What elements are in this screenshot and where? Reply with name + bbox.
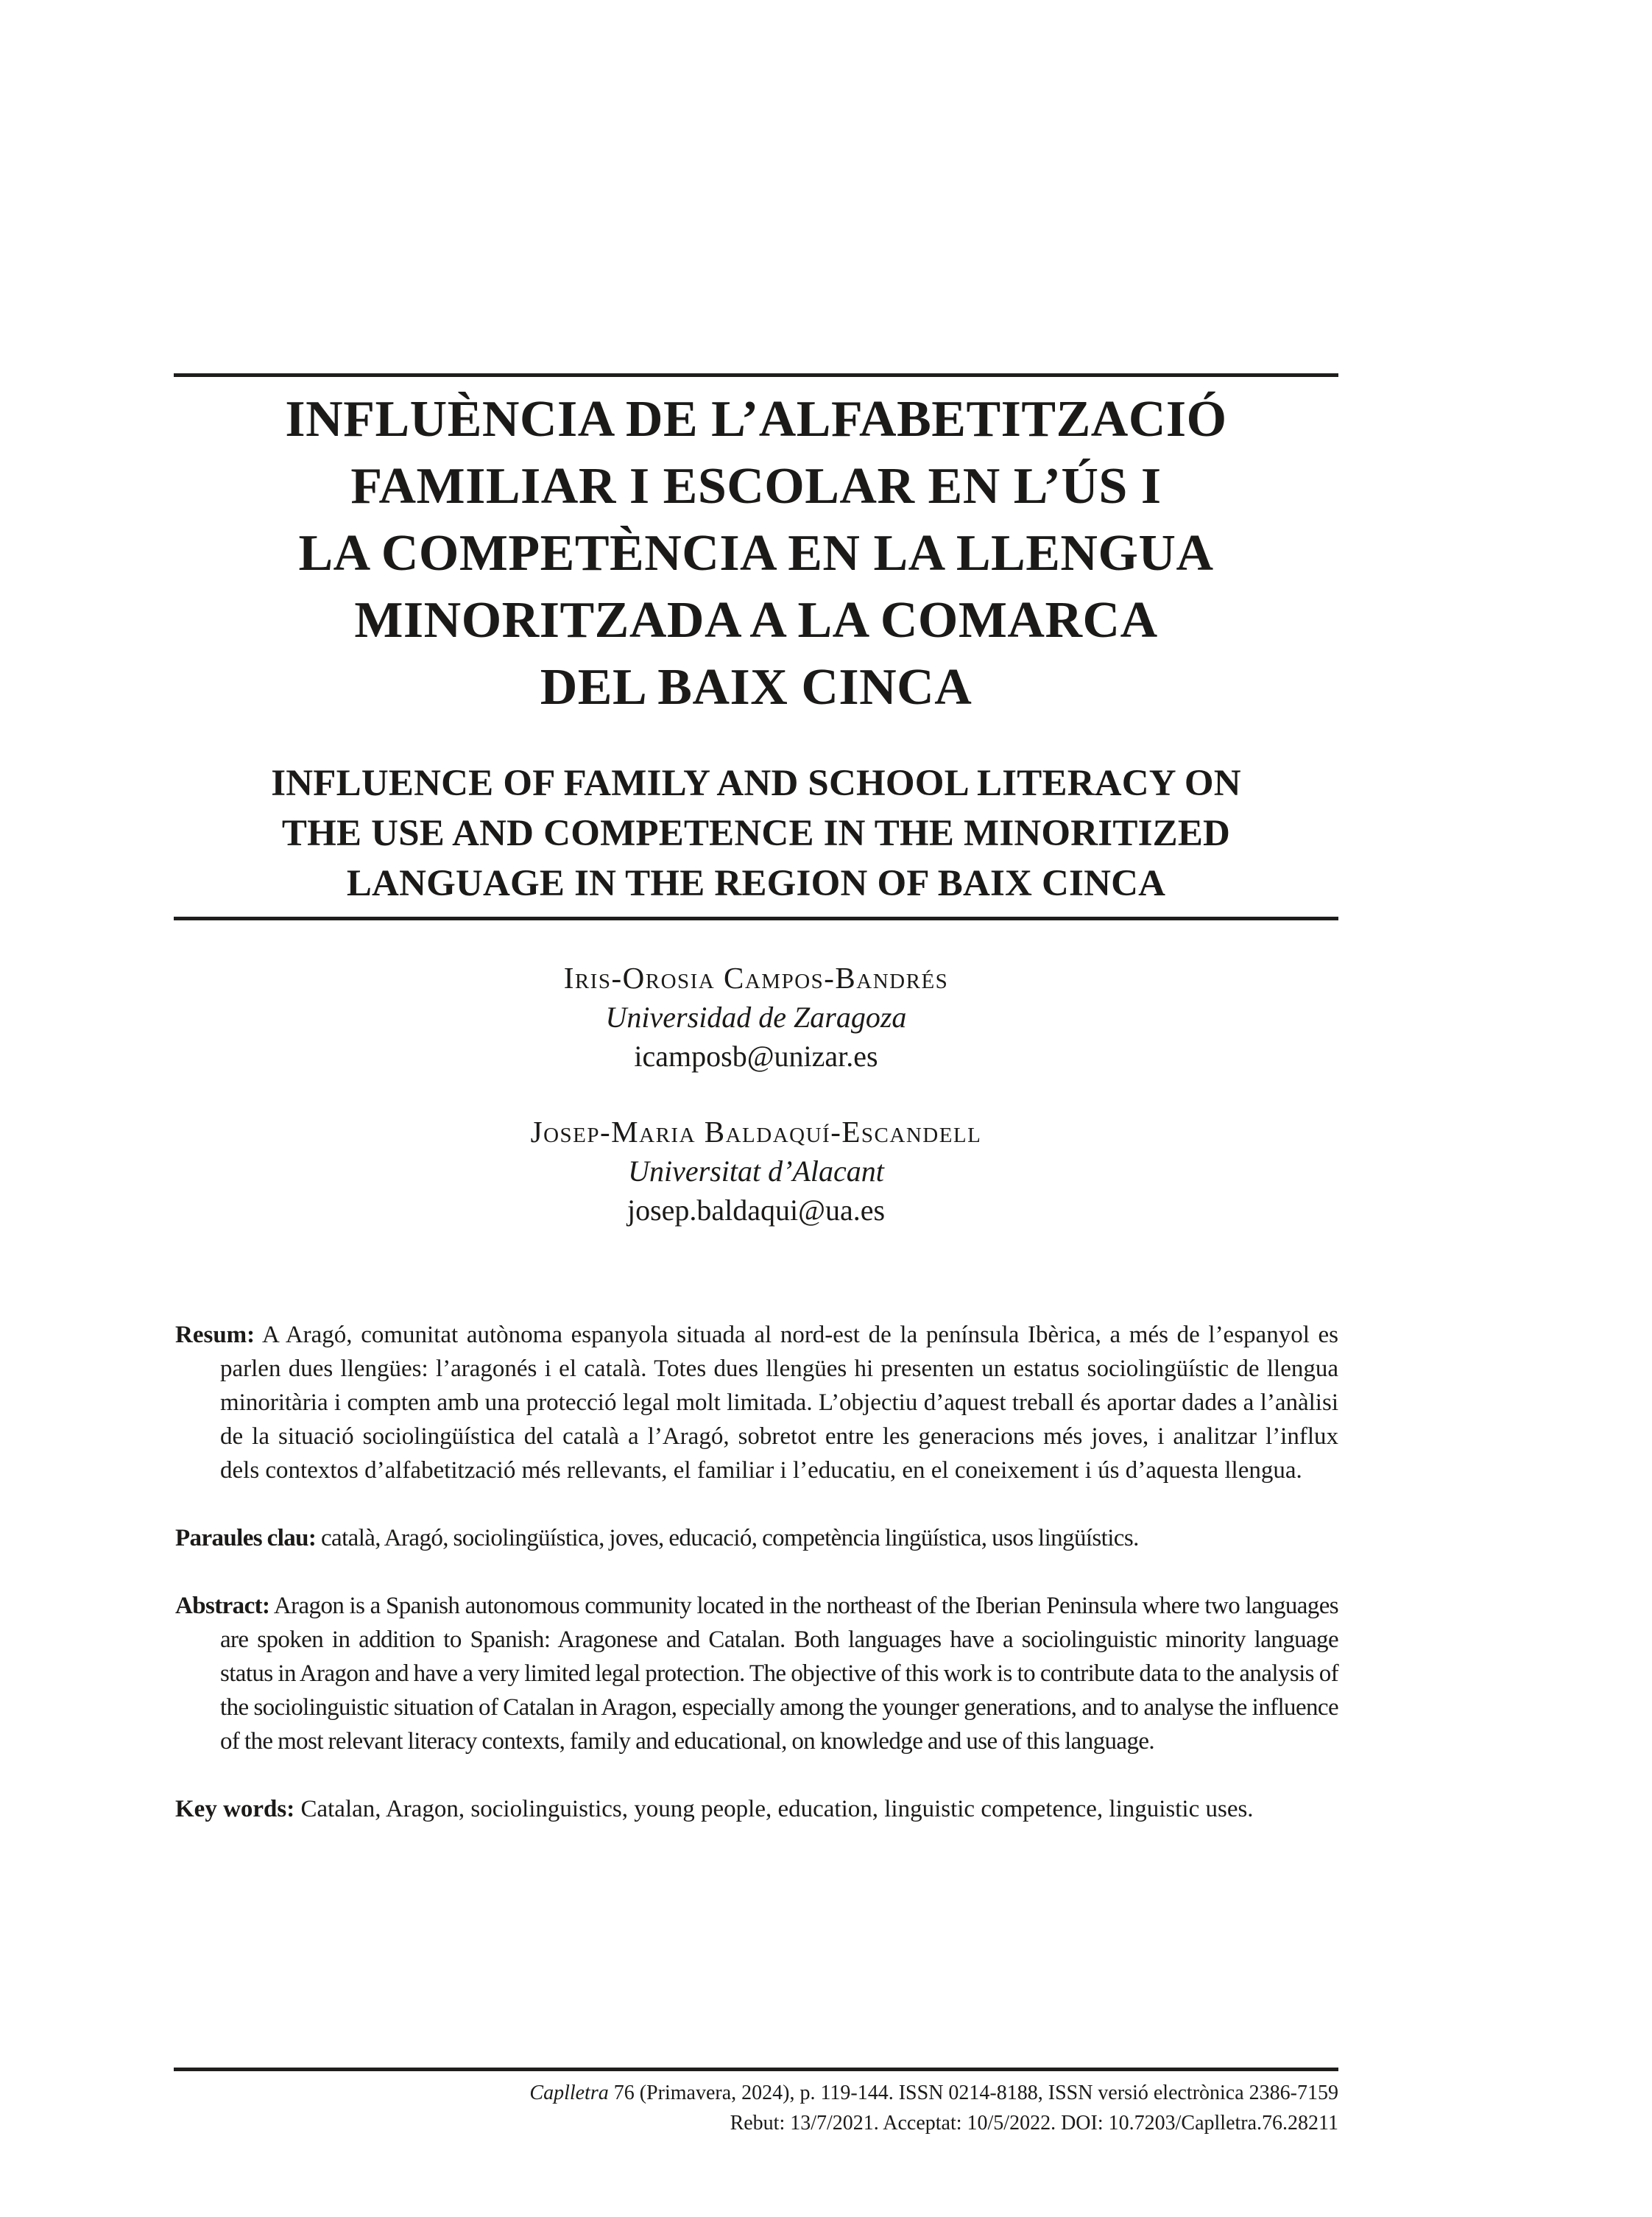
author-2 bbox=[174, 1113, 1338, 1230]
title-catalan bbox=[174, 386, 1338, 721]
author-name: Iris-Orosia Campos-Bandrés bbox=[563, 961, 949, 995]
resum-label: Resum: bbox=[175, 1322, 255, 1348]
journal-name: Caplletra bbox=[529, 2082, 609, 2104]
resum-text: A Aragó, comunitat autònoma espanyola situada al nord-est de la península Ibèrica, a més de l’espanyol es parlen dues llengües: l’aragonés i el català. Totes dues llengües hi presenten un estatus sociolingüístic de llengua minoritària i compten amb una protecció legal molt limitada. L’objectiu d’aquest treball és aportar dades a l’anàlisi de la situació sociolingüística del català a l’Aragó, sobretot entre les generacions més joves, i analitzar l’influx dels contextos d’alfabetització més rellevants, el familiar i l’educatiu, en el coneixement i ús d’aquesta llengua. bbox=[220, 1322, 1339, 1484]
paraules-clau-text: català, Aragó, sociolingüística, joves, educació, competència lingüística, usos lingüístics. bbox=[320, 1525, 1139, 1551]
title-catalan-line: MINORITZADA A LA COMARCA bbox=[354, 592, 1158, 649]
abstract-text: Aragon is a Spanish autonomous community located in the northeast of the Iberian Peninsula where two languages are spoken in addition to Spanish: Aragonese and Catalan. Both languages have a sociolinguistic minority language status in Aragon and have a very limited legal protection. The objective of this work is to contribute data to the analysis of the sociolinguistic situation of Catalan in Aragon, especially among the younger generations, and to analyse the influence of the most relevant literacy contexts, family and educational, on knowledge and use of this language. bbox=[220, 1593, 1338, 1755]
abstract-paragraph bbox=[175, 1589, 1338, 1758]
author-affiliation: Universitat d’Alacant bbox=[628, 1155, 884, 1188]
footer-rule bbox=[174, 2068, 1338, 2071]
key-words-text: Catalan, Aragon, sociolinguistics, young people, education, linguistic competence, linguistic uses. bbox=[300, 1796, 1254, 1822]
author-email[interactable]: icamposb@unizar.es bbox=[634, 1040, 878, 1073]
title-bottom-rule bbox=[174, 917, 1338, 920]
key-words-label: Key words: bbox=[175, 1796, 295, 1822]
title-catalan-line: DEL BAIX CINCA bbox=[540, 659, 973, 716]
citation-details: 76 (Primavera, 2024), p. 119-144. ISSN 0214-8188, ISSN versió electrònica 2386-7159 bbox=[608, 2082, 1338, 2104]
authors bbox=[174, 959, 1338, 1266]
dates-doi-line: Rebut: 13/7/2021. Acceptat: 10/5/2022. DOI: 10.7203/Caplletra.76.28211 bbox=[730, 2112, 1338, 2135]
title-catalan-line: FAMILIAR I ESCOLAR EN L’ÚS I bbox=[350, 458, 1162, 515]
abstract-label: Abstract: bbox=[175, 1593, 270, 1619]
paraules-clau-label: Paraules clau: bbox=[175, 1525, 317, 1551]
resum-paragraph bbox=[175, 1318, 1338, 1487]
title-catalan-line: LA COMPETÈNCIA EN LA LLENGUA bbox=[298, 525, 1214, 582]
abstracts-section bbox=[175, 1318, 1338, 1860]
author-email[interactable]: josep.baldaqui@ua.es bbox=[626, 1194, 886, 1227]
title-english-line: THE USE AND COMPETENCE IN THE MINORITIZED bbox=[281, 813, 1231, 854]
title-english-line: INFLUENCE OF FAMILY AND SCHOOL LITERACY ON bbox=[271, 763, 1241, 804]
key-words-paragraph bbox=[175, 1792, 1338, 1826]
title-english bbox=[174, 758, 1338, 909]
citation-footer bbox=[174, 2078, 1338, 2138]
citation-line bbox=[174, 2078, 1338, 2108]
title-catalan-line: INFLUÈNCIA DE L’ALFABETITZACIÓ bbox=[285, 391, 1227, 448]
author-name: Josep-Maria Baldaquí-Escandell bbox=[530, 1115, 982, 1149]
paraules-clau-paragraph bbox=[175, 1521, 1338, 1555]
author-1 bbox=[174, 959, 1338, 1076]
title-english-line: LANGUAGE IN THE REGION OF BAIX CINCA bbox=[346, 863, 1166, 904]
author-affiliation: Universidad de Zaragoza bbox=[605, 1001, 907, 1034]
top-rule bbox=[174, 373, 1338, 377]
